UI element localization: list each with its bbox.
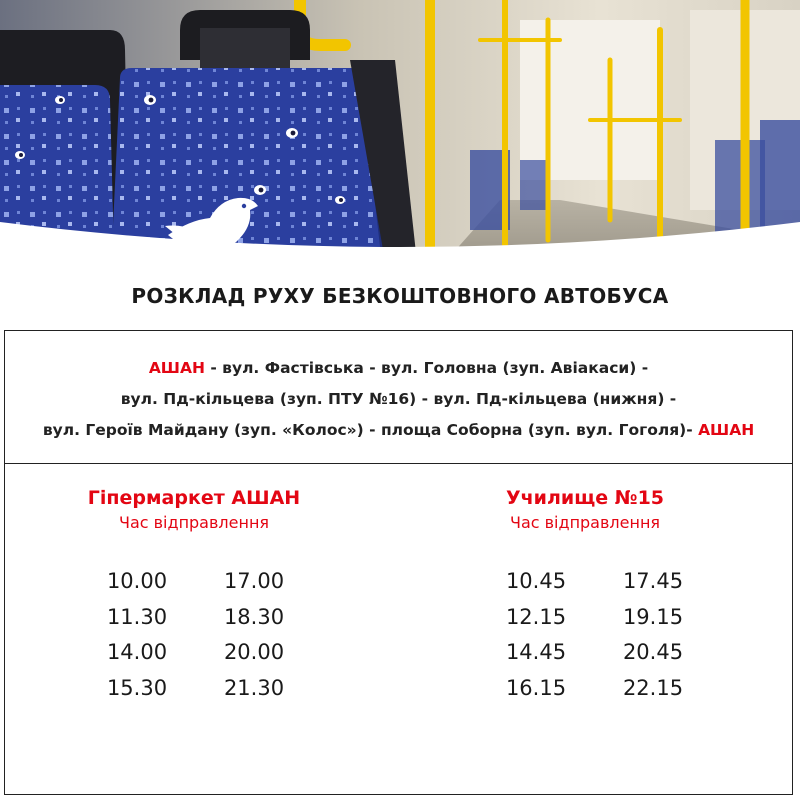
schedule-box: [4, 330, 793, 795]
route-line-2: вул. Пд-кільцева (зуп. ПТУ №16) - вул. Пд-кільцева (нижня) -: [120, 390, 677, 408]
route-line-3: [5, 415, 792, 446]
time-cell: 14.45: [505, 640, 567, 664]
auchan-bird-icon: [160, 180, 265, 270]
time-cell: 14.00: [106, 640, 168, 664]
route-brand-start: АШАН: [148, 359, 205, 377]
time-cell: 11.30: [106, 604, 168, 629]
time-cell: 15.30: [106, 675, 168, 700]
time-cell: 16.15: [505, 675, 567, 700]
route-description: [5, 353, 792, 446]
time-cell: 10.00: [106, 569, 168, 593]
route-line-1-text: - вул. Фастівська - вул. Головна (зуп. Авіакаси) -: [204, 359, 649, 377]
stop-column-school: [385, 484, 785, 534]
time-cell: 20.45: [622, 640, 684, 664]
stop-subtitle: Час відправлення: [509, 513, 661, 532]
route-brand-end: АШАН: [698, 421, 755, 439]
time-cell: 20.00: [223, 640, 285, 664]
time-cell: 12.15: [505, 604, 567, 629]
bus-interior-photo: [0, 0, 800, 290]
route-line-3-text: вул. Героїв Майдану (зуп. «Колос») - площа Соборна (зуп. вул. Гоголя)-: [42, 421, 699, 439]
divider: [5, 463, 792, 464]
time-cell: 19.15: [622, 604, 684, 629]
stop-column-hypermarket: [5, 484, 383, 534]
route-line-1: [5, 353, 792, 384]
stop-name: Училище №15: [505, 487, 665, 509]
stop-subtitle: Час відправлення: [118, 513, 270, 532]
time-cell: 21.30: [223, 675, 285, 700]
time-cell: 22.15: [622, 675, 684, 700]
stop-name: Гіпермаркет АШАН: [87, 487, 301, 509]
time-cell: 18.30: [223, 604, 285, 629]
time-cell: 10.45: [505, 569, 567, 593]
page-title: РОЗКЛАД РУХУ БЕЗКОШТОВНОГО АВТОБУСА: [131, 284, 669, 308]
time-cell: 17.00: [223, 569, 285, 593]
time-cell: 17.45: [622, 569, 684, 593]
